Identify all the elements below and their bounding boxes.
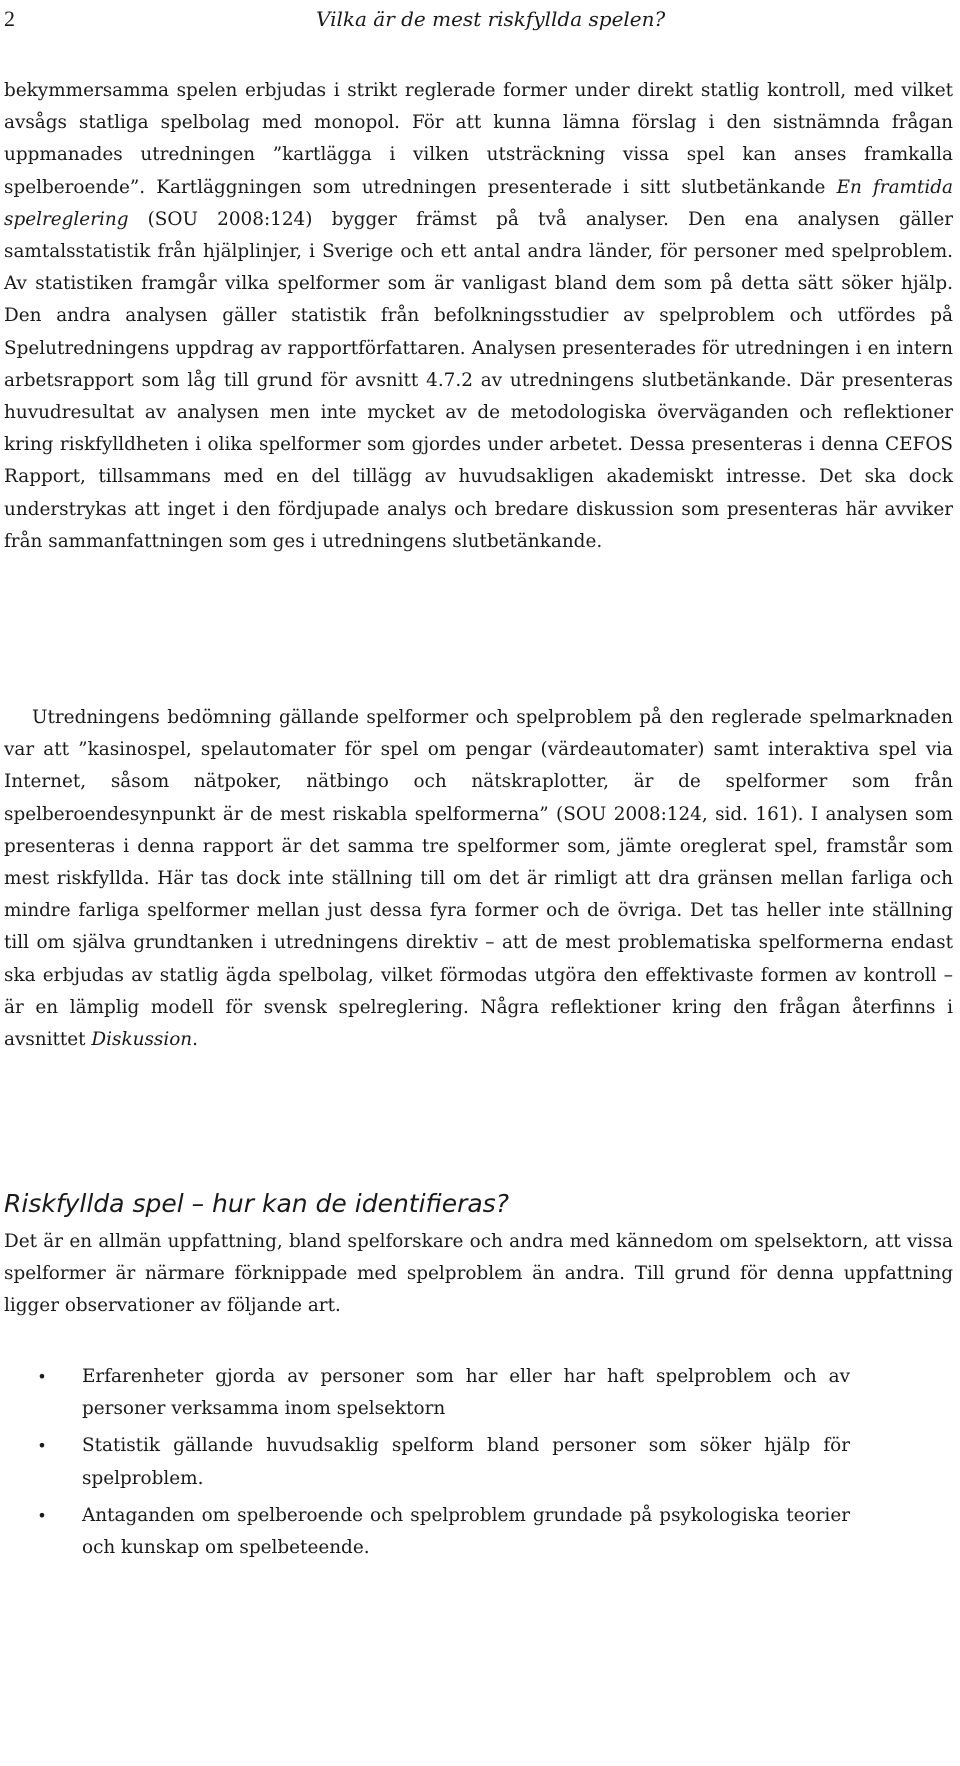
list-item-text: Statistik gällande huvudsaklig spelform bland personer som söker hjälp för spelproblem. <box>82 1435 850 1489</box>
page-number: 2 <box>4 6 15 31</box>
bullet-icon: • <box>37 1367 47 1386</box>
list-item <box>0 1430 850 1494</box>
paragraph-2 <box>4 702 953 1056</box>
section-intro-paragraph: Det är en allmän uppfattning, bland spelforskare och andra med kännedom om spelsektorn, att vissa spelformer är närmare förknippade med spelproblem än andra. Till grund för denna uppfattning ligger observationer av följande art. <box>4 1231 953 1317</box>
section-reference-italic: Diskussion <box>91 1029 193 1051</box>
paragraph-2-text-b: . <box>192 1029 199 1051</box>
bullet-icon: • <box>37 1436 47 1456</box>
running-header <box>0 2 960 36</box>
paragraph-2-text-a: Utredningens bedömning gällande spelformer och spelproblem på den reglerade spelmarknaden var att ”kasinospel, spelautomater för spel om pengar (värdeautomater) samt interaktiva spel via Internet, såsom nätpoker, nätbingo och nätskraplotter, är de spelformer som från spelberoendesynpunkt är de mest riskabla spelformerna” (SOU 2008:124, sid. 161). I analysen som presenteras i denna rapport är det samma tre spelformer som, jämte oreglerat spel, framstår som mest riskfyllda. Här tas dock inte ställning till om det är rimligt att dra gränsen mellan farliga och mindre farliga spelformer mellan just dessa fyra former och de övriga. Det tas heller inte ställning till om själva grundtanken i utredningens direktiv – att de mest problematiska spelformerna endast ska erbjudas av statlig ägda spelbolag, vilket förmodas utgöra den effektivaste formen av kontroll – är en lämplig modell för svensk spelreglering. Några reflektioner kring den frågan återfinns i avsnittet <box>4 707 953 1051</box>
list-item-text: Erfarenheter gjorda av personer som har eller har haft spelproblem och av personer verksamma inom spelsektorn <box>82 1366 850 1420</box>
list-item <box>0 1500 850 1564</box>
paragraph-1-text-b: (SOU 2008:124) bygger främst på två analyser. Den ena analysen gäller samtalsstatistik från hjälplinjer, i Sverige och ett antal andra länder, för personer med spelproblem. Av statistiken framgår vilka spelformer som är vanligast bland dem som på detta sätt söker hjälp. Den andra analysen gäller statistik från befolkningsstudier av spelproblem och utfördes på Spelutredningens uppdrag av rapportförfattaren. Analysen presenterades för utredningen i en intern arbetsrapport som låg till grund för avsnitt 4.7.2 av utredningens slutbetänkande. Där presenteras huvudresultat av analysen men inte mycket av de metodologiska överväganden och reflektioner kring riskfylldheten i olika spelformer som gjordes under arbetet. Dessa presenteras i denna CEFOS Rapport, tillsammans med en del tillägg av huvudsakligen akademiskt intresse. Det ska dock understrykas att inget i den fördjupade analys och bredare diskussion som presenteras här avviker från sammanfattningen som ges i utredningens slutbetänkande. <box>4 208 953 552</box>
list-item-text: Antaganden om spelberoende och spelproblem grundade på psykologiska teorier och kunskap om spelbeteende. <box>82 1504 850 1559</box>
running-title: Vilka är de mest riskfyllda spelen? <box>316 7 666 31</box>
report-title-italic: En framtida spelreglering <box>4 176 953 230</box>
section-heading: Riskfyllda spel – hur kan de identifieras? <box>4 1189 509 1218</box>
paragraph-1-text-a: bekymmersamma spelen erbjudas i strikt reglerade former under direkt statlig kontroll, med vilket avsågs statliga spelbolag med monopol. För att kunna lämna förslag i den sistnämnda frågan uppmanades utredningen ”kartlägga i vilken utsträckning vissa spel kan anses framkalla spelberoende”. Kartläggningen som utredningen presenterade i sitt slutbetänkande <box>4 80 953 198</box>
bullet-list <box>0 1361 960 1569</box>
paragraph-1 <box>4 75 953 558</box>
list-item <box>0 1361 850 1425</box>
bullet-icon: • <box>37 1505 47 1525</box>
